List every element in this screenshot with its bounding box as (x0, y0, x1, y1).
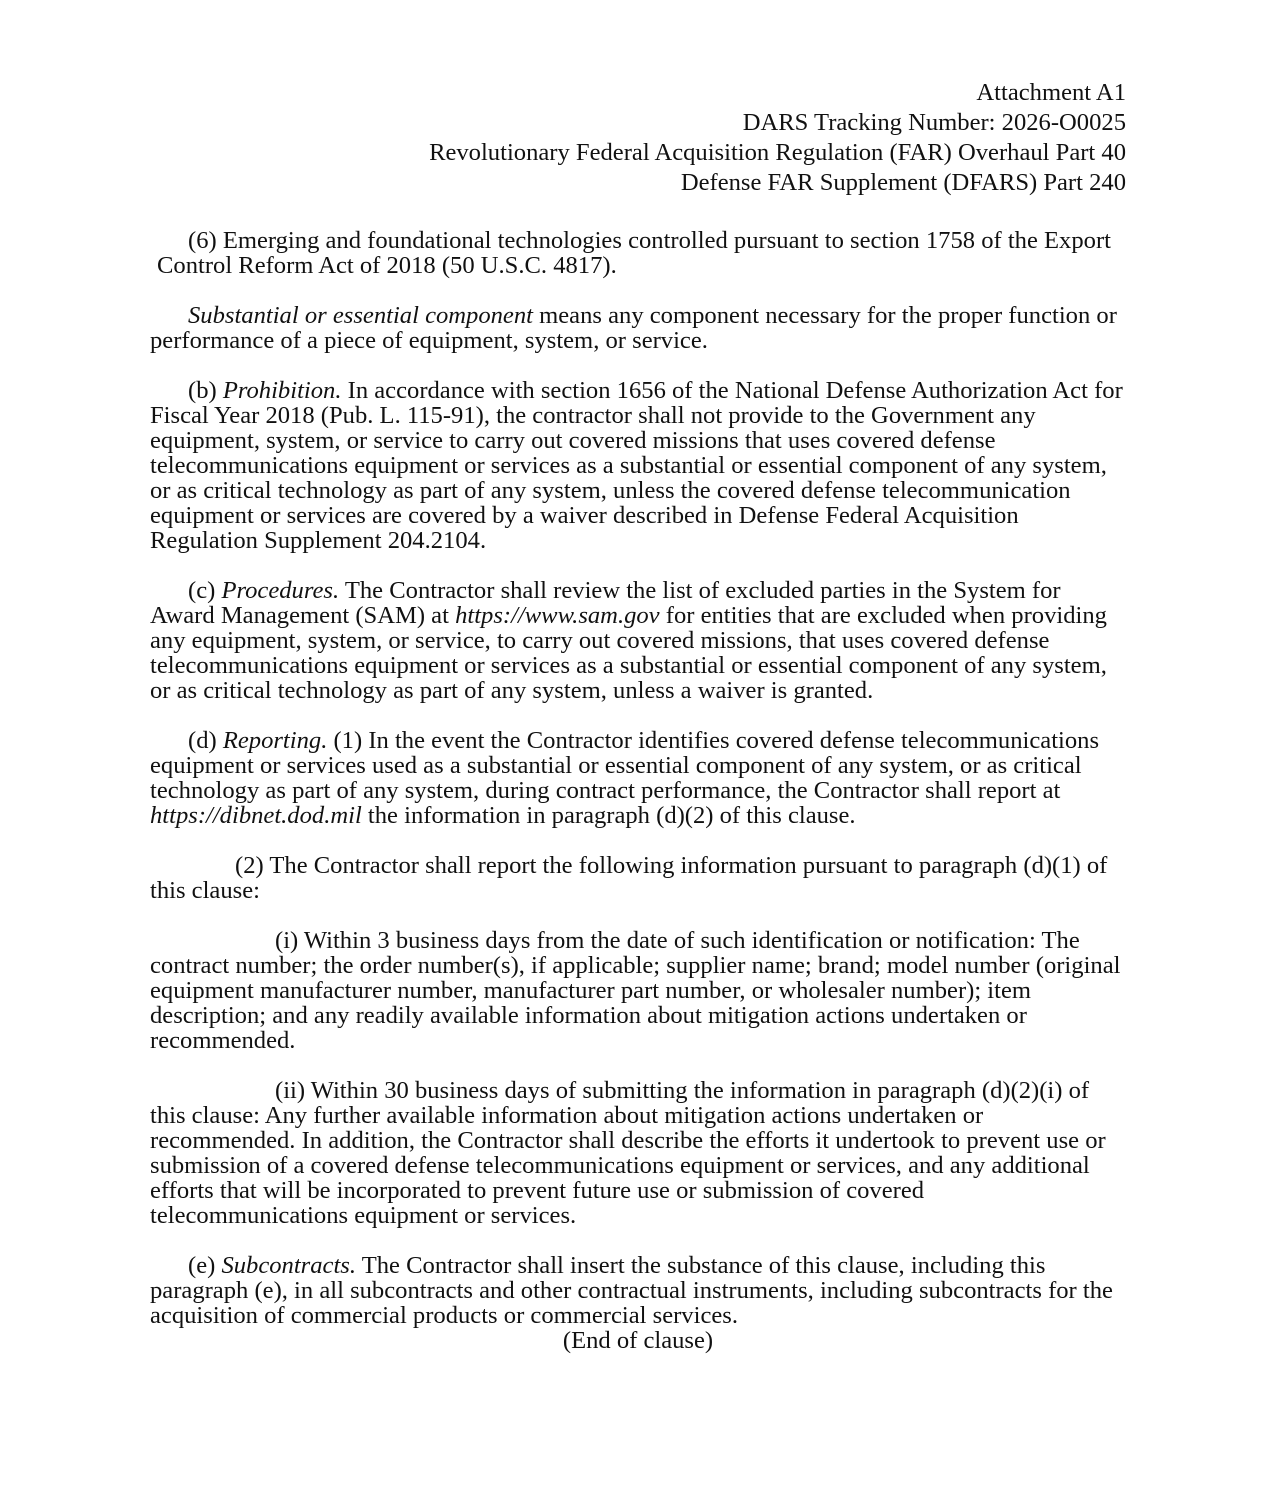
paragraph-b-prohibition (150, 378, 1126, 553)
document-page (150, 78, 1126, 1353)
paragraph-heading: Subcontracts. (221, 1252, 357, 1279)
document-header (150, 78, 1126, 198)
definition-substantial-component (150, 303, 1126, 353)
paragraph-label: (c) (188, 577, 222, 604)
definition-term: Substantial or essential component (188, 302, 533, 329)
paragraph-label: (b) (188, 377, 223, 404)
paragraph-c-procedures (150, 578, 1126, 703)
header-dfars-part: Defense FAR Supplement (DFARS) Part 240 (680, 169, 1126, 196)
paragraph-e-subcontracts (150, 1253, 1126, 1328)
header-attachment: Attachment A1 (976, 79, 1126, 106)
paragraph-heading: Prohibition. (222, 377, 342, 404)
paragraph-label: (d) (188, 727, 223, 754)
dibnet-url-link[interactable]: https://dibnet.dod.mil (150, 802, 362, 829)
paragraph-d-2-ii: (ii) Within 30 business days of submitting the information in paragraph (d)(2)(i) of this clause: Any further available information about mitigation actions undertaken or recommended. In addition, the Contractor shall describe the efforts it undertook to prevent use or submission of a covered defense telecommunications equipment or services, and any additional efforts that will be incorporated to prevent future use or submission of covered telecommunications equipment or services. (150, 1077, 1106, 1229)
paragraph-d-reporting (150, 728, 1126, 828)
paragraph-heading: Procedures. (221, 577, 340, 604)
paragraph-label: (e) (188, 1252, 222, 1279)
definition-text: means any component necessary for the proper function or performance of a piece of equipment, system, or service. (150, 302, 1117, 354)
paragraph-text: In accordance with section 1656 of the National Defense Authorization Act for Fiscal Year 2018 (Pub. L. 115-91), the contractor shall not provide to the Government any equipment, system, or service to carry out covered missions that uses covered defense telecommunications equipment or services as a substantial or essential component of any system, or as critical technology as part of any system, unless the covered defense telecommunication equipment or services are covered by a waiver described in Defense Federal Acquisition Regulation Supplement 204.2104. (150, 377, 1123, 554)
paragraph-text: (1) In the event the Contractor identifies covered defense telecommunications equipment or services used as a substantial or essential component of any system, or as critical technology as part of any system, during contract performance, the Contractor shall report at (150, 727, 1100, 804)
header-far-part: Revolutionary Federal Acquisition Regulation (FAR) Overhaul Part 40 (429, 139, 1126, 166)
paragraph-text: the information in paragraph (d)(2) of this clause. (361, 802, 856, 829)
end-of-clause: (End of clause) (562, 1327, 714, 1354)
paragraph-d-2: (2) The Contractor shall report the following information pursuant to paragraph (d)(1) of this clause: (150, 852, 1108, 904)
paragraph-text: The Contractor shall review the list of excluded parties in the System for Award Management (SAM) at (150, 577, 1061, 629)
paragraph-6: (6) Emerging and foundational technologies controlled pursuant to section 1758 of the Export Control Reform Act of 2018 (50 U.S.C. 4817). (157, 227, 1111, 279)
sam-url-link[interactable]: https://www.sam.gov (455, 602, 660, 629)
paragraph-text: for entities that are excluded when providing any equipment, system, or service, to carry out covered missions, that uses covered defense telecommunications equipment or services as a substantial or essential component of any system, or as critical technology as part of any system, unless a waiver is granted. (150, 602, 1107, 704)
paragraph-d-2-i: (i) Within 3 business days from the date of such identification or notification: The contract number; the order number(s), if applicable; supplier name; brand; model number (original equipment manufacturer number, manufacturer part number, or wholesaler number); item description; and any readily available information about mitigation actions undertaken or recommended. (150, 927, 1121, 1054)
header-tracking-number: DARS Tracking Number: 2026-O0025 (742, 109, 1126, 136)
paragraph-heading: Reporting. (222, 727, 328, 754)
paragraph-text: The Contractor shall insert the substance of this clause, including this paragraph (e), in all subcontracts and other contractual instruments, including subcontracts for the acquisition of commercial products or commercial services. (150, 1252, 1113, 1329)
